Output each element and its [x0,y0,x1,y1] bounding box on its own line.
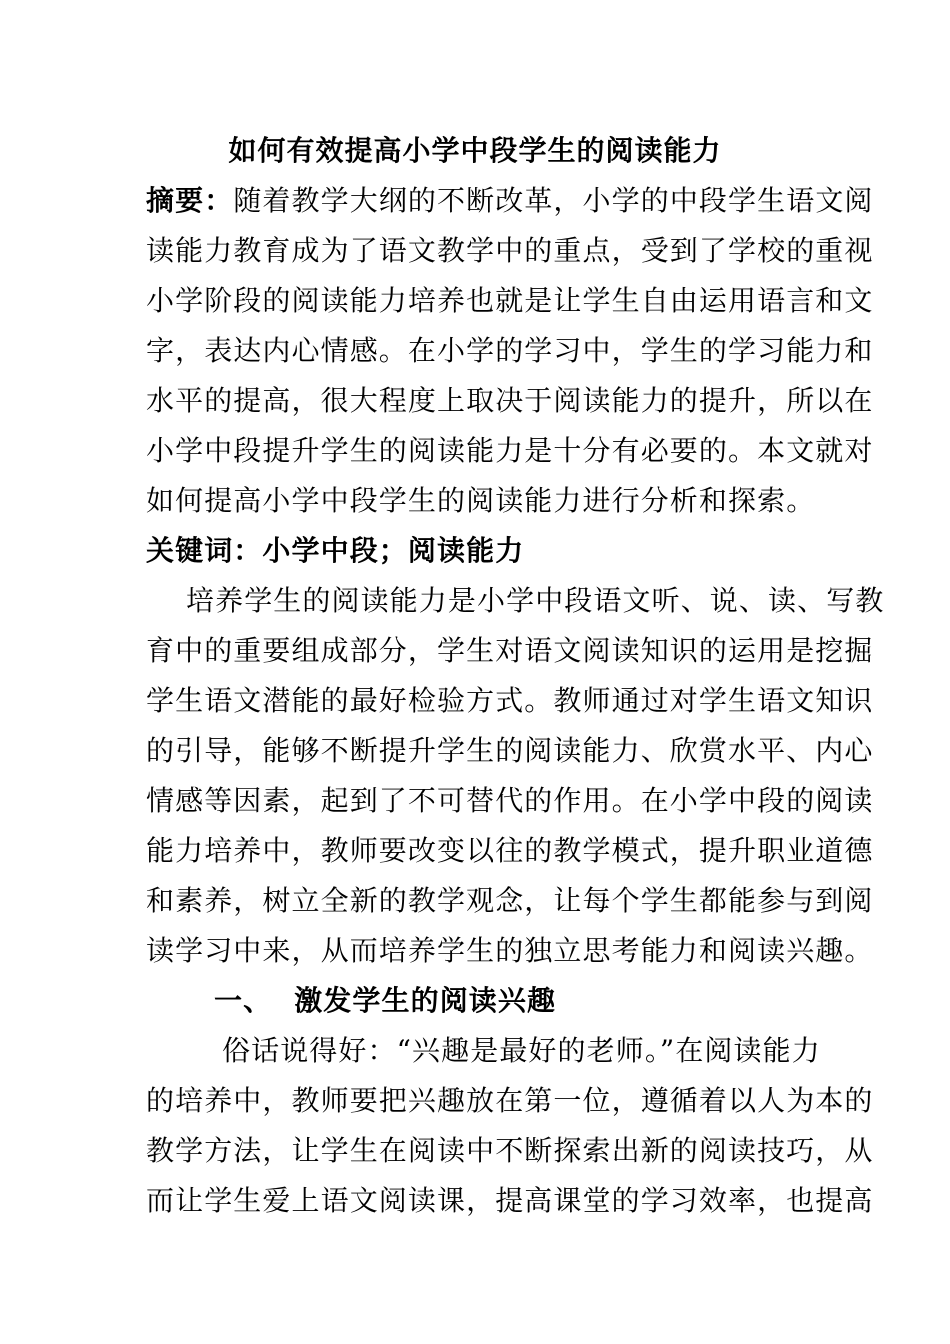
abstract-line-4: 字，表达内心情感。在小学的学习中，学生的学习能力和 [146,334,874,367]
keywords-text: 小学中段；阅读能力 [262,534,525,567]
section-1-line-1: 俗话说得好：“兴趣是最好的老师。”在阅读能力 [222,1034,821,1067]
abstract-text: 随着教学大纲的不断改革，小学的中段学生语文阅 [233,184,874,217]
section-1-number: 一、 [214,984,273,1017]
intro-line-7: 和素养，树立全新的教学观念，让每个学生都能参与到阅 [146,884,874,917]
document-title: 如何有效提高小学中段学生的阅读能力 [228,134,722,167]
keywords-line [146,526,806,576]
intro-line-4: 的引导，能够不断提升学生的阅读能力、欣赏水平、内心 [146,734,874,767]
intro-line-1: 培养学生的阅读能力是小学中段语文听、说、读、写教 [186,584,885,617]
abstract-label: 摘要： [146,184,234,217]
intro-line-5: 情感等因素，起到了不可替代的作用。在小学中段的阅读 [146,784,874,817]
intro-line-3: 学生语文潜能的最好检验方式。教师通过对学生语文知识 [146,684,874,717]
section-1-line-4: 而让学生爱上语文阅读课，提高课堂的学习效率，也提高 [146,1184,874,1217]
abstract-line-3: 小学阶段的阅读能力培养也就是让学生自由运用语言和文 [146,284,874,317]
section-1-title: 激发学生的阅读兴趣 [294,984,557,1017]
abstract-line-6: 小学中段提升学生的阅读能力是十分有必要的。本文就对 [146,434,874,467]
intro-line-6: 能力培养中，教师要改变以往的教学模式，提升职业道德 [146,834,874,867]
section-1-line-3: 教学方法，让学生在阅读中不断探索出新的阅读技巧，从 [146,1134,874,1167]
abstract-line-2: 读能力教育成为了语文教学中的重点，受到了学校的重视 [146,234,874,267]
intro-line-2: 育中的重要组成部分，学生对语文阅读知识的运用是挖掘 [146,634,874,667]
section-1-heading [214,976,874,1026]
section-1-line-2: 的培养中，教师要把兴趣放在第一位，遵循着以人为本的 [146,1084,874,1117]
abstract-line-7: 如何提高小学中段学生的阅读能力进行分析和探索。 [146,484,816,517]
keywords-label: 关键词： [146,534,263,567]
abstract-line-1 [146,176,874,226]
intro-line-8: 读学习中来，从而培养学生的独立思考能力和阅读兴趣。 [146,934,874,967]
abstract-line-5: 水平的提高，很大程度上取决于阅读能力的提升，所以在 [146,384,874,417]
